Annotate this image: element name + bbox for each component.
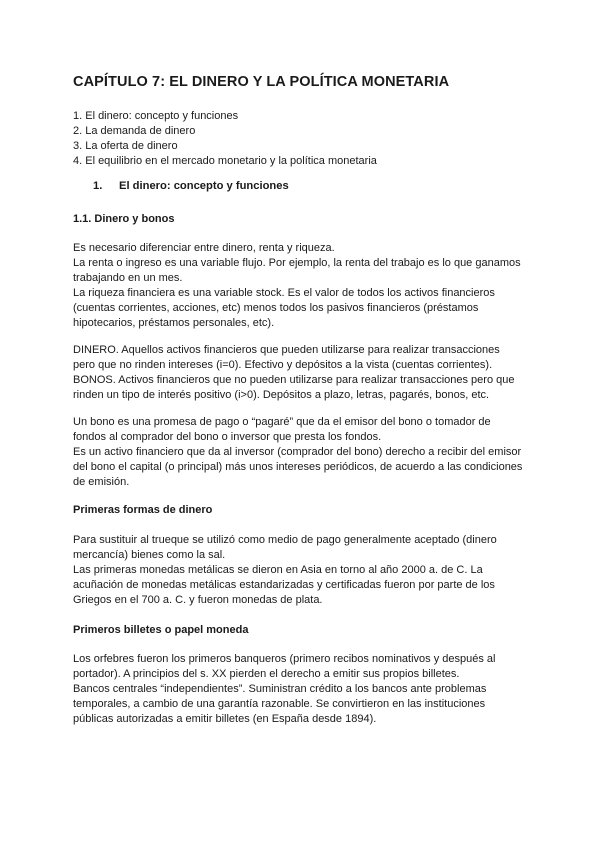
section-number: 1.: [93, 180, 103, 192]
toc-item: 4. El equilibrio en el mercado monetario y la política monetaria: [73, 155, 377, 167]
text-line: La riqueza financiera es una variable stock. Es el valor de todos los activos financieros: [73, 287, 495, 299]
toc-item: 1. El dinero: concepto y funciones: [73, 110, 239, 122]
text-line: portador). A principios del s. XX pierden el derecho a emitir sus propios billetes.: [73, 668, 460, 680]
text-line: Es un activo financiero que da al inversor (comprador del bono) derecho a recibir del emisor: [73, 446, 522, 458]
text-line: La renta o ingreso es una variable flujo. Por ejemplo, la renta del trabajo es lo que ganamos: [73, 257, 521, 269]
text-line: del bono el capital (o principal) más unos intereses periódicos, de acuerdo a las condiciones: [73, 461, 523, 473]
text-line: BONOS. Activos financieros que no pueden utilizarse para realizar transacciones pero que: [73, 374, 515, 386]
text-line: acuñación de monedas metálicas estandarizadas y certificadas fueron por parte de los: [73, 579, 495, 591]
text-line: mercancía) bienes como la sal.: [73, 549, 226, 561]
text-line: Para sustituir al trueque se utilizó como medio de pago generalmente aceptado (dinero: [73, 534, 497, 546]
paragraph-primeras-formas: [73, 533, 533, 608]
toc-item: 3. La oferta de dinero: [73, 140, 178, 152]
toc-item: 2. La demanda de dinero: [73, 125, 196, 137]
text-line: DINERO. Aquellos activos financieros que pueden utilizarse para realizar transacciones: [73, 344, 500, 356]
text-line: públicas autorizadas a emitir billetes (en España desde 1894).: [73, 713, 377, 725]
text-line: Griegos en el 700 a. C. y fueron monedas de plata.: [73, 594, 323, 606]
text-line: de emisión.: [73, 476, 130, 488]
text-line: Un bono es una promesa de pago o “pagaré” que da el emisor del bono o tomador de: [73, 416, 491, 428]
text-line: Las primeras monedas metálicas se dieron en Asia en torno al año 2000 a. de C. La: [73, 564, 483, 576]
paragraph-primeros-billetes: [73, 652, 533, 727]
heading-primeras-formas: Primeras formas de dinero: [73, 504, 213, 516]
text-line: temporales, a cambio de una garantía razonable. Se convirtieron en las instituciones: [73, 698, 486, 710]
text-line: Bancos centrales “independientes”. Suministran crédito a los bancos ante problemas: [73, 683, 487, 695]
text-line: trabajando en un mes.: [73, 272, 183, 284]
table-of-contents: [73, 109, 533, 169]
text-line: Los orfebres fueron los primeros banqueros (primero recibos nominativos y después al: [73, 653, 496, 665]
text-line: fondos al comprador del bono o inversor que presta los fondos.: [73, 431, 382, 443]
section-title: El dinero: concepto y funciones: [119, 180, 289, 192]
paragraph-dinero-bonos: [73, 343, 533, 403]
text-line: (cuentas corrientes, acciones, etc) menos todos los pasivos financieros (préstamos: [73, 302, 479, 314]
chapter-title: CAPÍTULO 7: EL DINERO Y LA POLÍTICA MONETARIA: [73, 74, 450, 90]
text-line: hipotecarios, préstamos personales, etc).: [73, 317, 275, 329]
section-heading: [93, 180, 553, 192]
text-line: pero que no rinden intereses (i=0). Efectivo y depósitos a la vista (cuentas corrientes).: [73, 359, 493, 371]
paragraph-bono: [73, 415, 533, 490]
text-line: rinden un tipo de interés positivo (i>0). Depósitos a plazo, letras, pagarés, bonos, etc.: [73, 389, 490, 401]
subsection-heading: 1.1. Dinero y bonos: [73, 213, 175, 225]
heading-primeros-billetes: Primeros billetes o papel moneda: [73, 624, 249, 636]
text-line: Es necesario diferenciar entre dinero, renta y riqueza.: [73, 242, 335, 254]
paragraph-dinero-renta-riqueza: [73, 241, 533, 331]
